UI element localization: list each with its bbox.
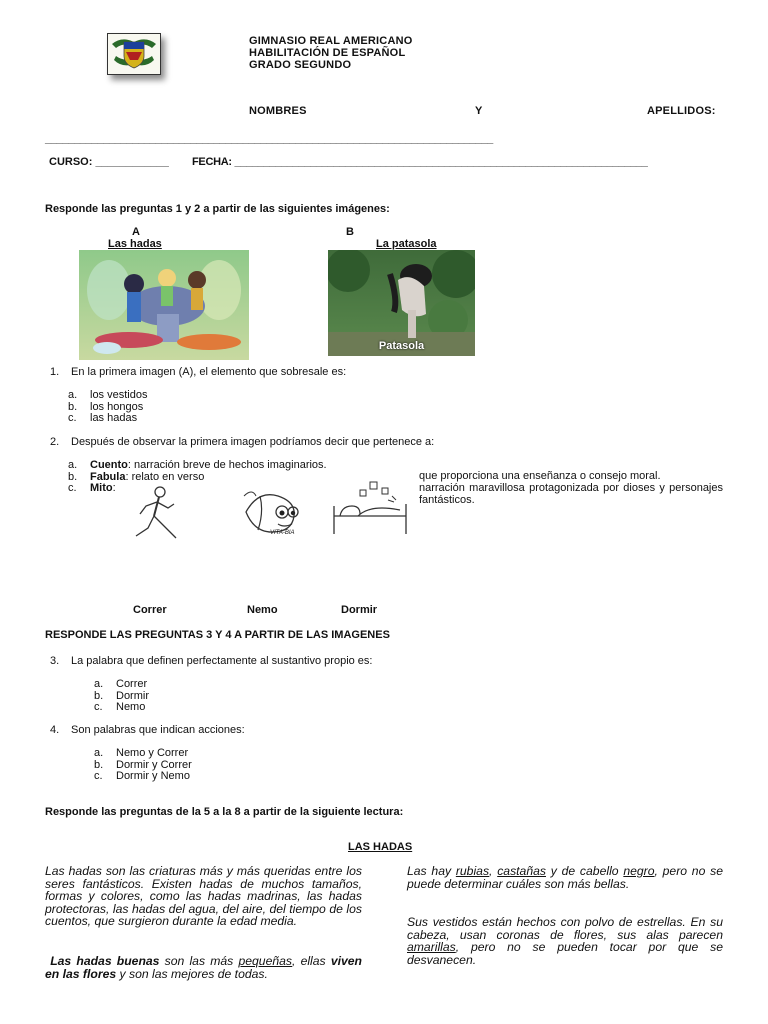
q2-number: 2. <box>50 436 60 448</box>
fairies-image <box>79 250 249 360</box>
names-blank-line: _____________________________________________________________________________ <box>45 133 493 145</box>
q1-option-a[interactable]: a. los vestidos <box>68 389 148 401</box>
q1-option-b[interactable]: b. los hongos <box>68 400 144 413</box>
reading-left-paragraph-1: Las hadas son las criaturas más y más queridas entre los seres fantásticos. Existen hadas de muchos tamaños, formas y colores, como las hadas madrinas, las hadas protectoras, las hadas del agua, del aire, del tiempo de los cuentos, que surgieron durante la edad media. <box>45 864 362 929</box>
q3-option-a[interactable]: a. Correr <box>94 678 148 690</box>
q1-option-c[interactable]: c. las hadas <box>68 412 138 424</box>
names-y-label: Y <box>475 105 483 117</box>
q4-option-b[interactable]: b. Dormir y Correr <box>94 758 192 771</box>
q4-options <box>94 748 192 783</box>
course-title: HABILITACIÓN DE ESPAÑOL <box>249 47 406 59</box>
q1-number: 1. <box>50 366 60 378</box>
school-logo <box>107 33 161 75</box>
picture-label-dormir: Dormir <box>341 604 378 616</box>
q2-right-b: que proporciona una enseñanza o consejo moral. <box>419 470 661 482</box>
names-label: NOMBRES <box>249 105 307 117</box>
school-name: GIMNASIO REAL AMERICANO <box>249 35 413 47</box>
q4-option-c[interactable]: c. Dormir y Nemo <box>94 770 190 782</box>
q3-option-b[interactable]: b. Dormir <box>94 689 149 702</box>
instructions-q3-q4: RESPONDE LAS PREGUNTAS 3 Y 4 A PARTIR DE LAS IMAGENES <box>45 629 390 641</box>
q3-number: 3. <box>50 655 60 667</box>
q2-option-c[interactable]: c. Mito: <box>68 482 116 494</box>
reading-right-paragraph-1: Las hay rubias, castañas y de cabello negro, pero no se puede determinar cuáles son más bellas. <box>407 864 723 891</box>
instructions-q5-q8: Responde las preguntas de la 5 a la 8 a partir de la siguiente lectura: <box>45 806 404 818</box>
q2-option-a[interactable]: a. Cuento: narración breve de hechos imaginarios. <box>68 459 327 471</box>
q1-options <box>68 390 147 425</box>
image-a-letter: A <box>132 226 140 238</box>
q1-text: En la primera imagen (A), el elemento que sobresale es: <box>71 366 347 378</box>
reading-title: LAS HADAS <box>348 841 413 853</box>
running-figure-image <box>130 484 184 544</box>
q3-option-c[interactable]: c. Nemo <box>94 701 146 713</box>
picture-label-nemo: Nemo <box>247 604 278 616</box>
nemo-fish-image <box>238 482 304 542</box>
picture-label-correr: Correr <box>133 604 167 616</box>
q4-option-a[interactable]: a. Nemo y Correr <box>94 747 189 759</box>
reading-right-paragraph-2: Sus vestidos están hechos con polvo de estrellas. En su cabeza, usan coronas de flores, sus alas parecen amarillas, pero no se pueden tocar por que se desvanecen. <box>407 915 723 967</box>
grade-title: GRADO SEGUNDO <box>249 59 352 71</box>
image-b-letter: B <box>346 226 354 238</box>
q2-right-c: narración maravillosa protagonizada por dioses y personajes fantásticos. <box>419 482 723 506</box>
q4-text: Son palabras que indican acciones: <box>71 724 245 736</box>
sleeping-figure-image <box>330 480 410 538</box>
q4-number: 4. <box>50 724 60 736</box>
q3-options <box>94 679 149 714</box>
image-a-title: Las hadas <box>108 238 162 250</box>
patasola-caption: Patasola <box>378 340 425 352</box>
curso-field: CURSO: ____________ <box>49 156 169 168</box>
nemo-signature: -VITA-BIA <box>268 530 295 536</box>
runner-icon <box>130 484 184 544</box>
sleeping-icon <box>330 480 410 538</box>
q2-text: Después de observar la primera imagen podríamos decir que pertenece a: <box>71 436 435 448</box>
patasola-image <box>328 250 475 356</box>
surnames-label: APELLIDOS: <box>647 105 716 117</box>
q3-text: La palabra que definen perfectamente al sustantivo propio es: <box>71 655 373 667</box>
q2-option-b[interactable]: b. Fabula: relato en verso <box>68 470 205 483</box>
school-crest-icon <box>108 34 160 74</box>
instructions-q1-q2: Responde las preguntas 1 y 2 a partir de las siguientes imágenes: <box>45 203 390 215</box>
image-b-title: La patasola <box>376 238 437 250</box>
reading-left-paragraph-2: Las hadas buenas son las más pequeñas, ellas viven en las flores y son las mejores de todas. <box>45 954 362 981</box>
fecha-field: FECHA: _______________________________________________________________________ <box>192 156 648 168</box>
